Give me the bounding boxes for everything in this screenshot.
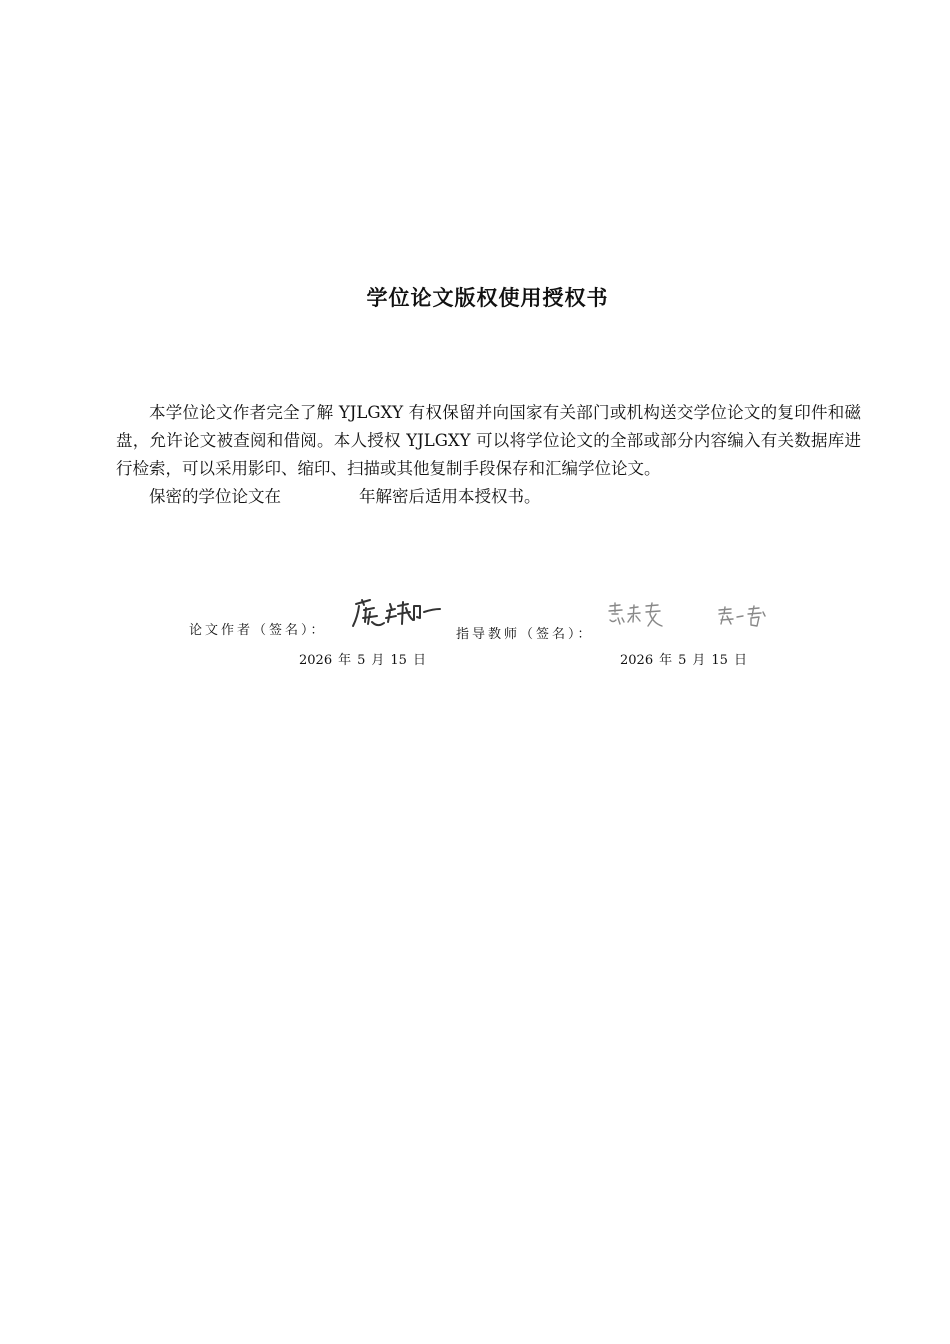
confidential-prefix: 保密的学位论文在 xyxy=(149,487,281,506)
advisor-signature-label: 指导教师（签名）： xyxy=(456,627,594,642)
advisor-signature-image-2 xyxy=(715,604,769,630)
confidentiality-line xyxy=(116,483,861,511)
body-text xyxy=(116,399,861,511)
confidential-suffix: 年解密后适用本授权书。 xyxy=(359,487,541,506)
authorization-paragraph: 本学位论文作者完全了解 YJLGXY 有权保留并向国家有关部门或机构送交学位论文的复印件和磁盘，允许论文被查阅和借阅。本人授权 YJLGXY 可以将学位论文的全部或部分内容编入有关数据库进行检索，可以采用影印、缩印、扫描或其他复制手段保存和汇编学位论文。 xyxy=(116,403,861,478)
advisor-signature-date: 2026 年 5 月 15 日 xyxy=(620,653,747,668)
author-signature-label: 论文作者（签名）： xyxy=(189,623,327,638)
author-signature-image xyxy=(350,596,442,630)
document-title: 学位论文版权使用授权书 xyxy=(366,286,609,310)
author-signature-date: 2026 年 5 月 15 日 xyxy=(299,653,426,668)
advisor-signature-image-1 xyxy=(606,600,668,630)
